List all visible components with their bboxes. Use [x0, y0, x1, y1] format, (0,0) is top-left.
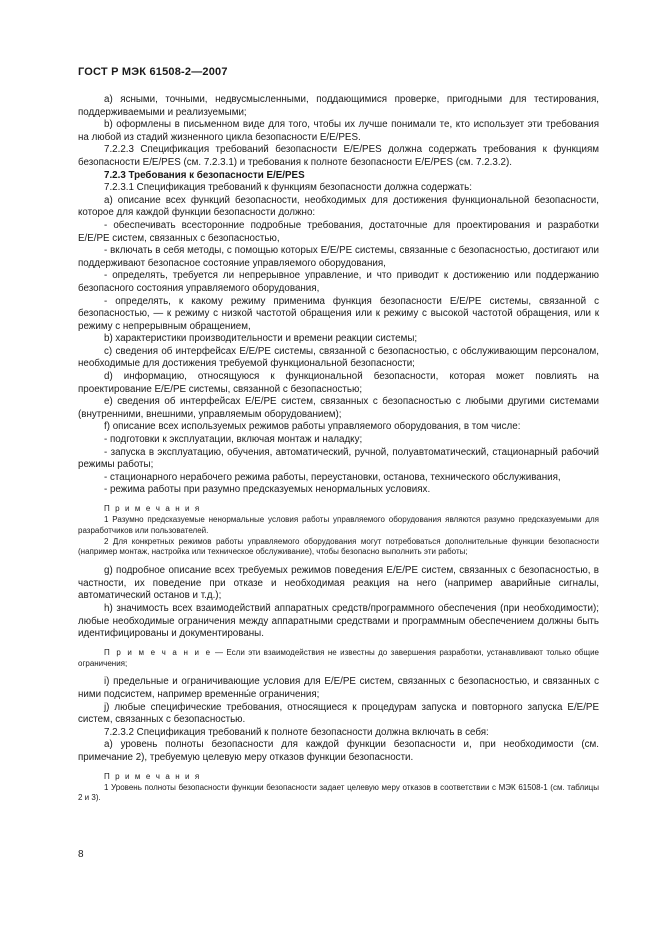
paragraph: d) информацию, относящуюся к функциональной безопасности, которая может повлиять на проектирование E/E/PE системы, связанной с безопасностью;: [78, 371, 599, 395]
note-item: 1 Разумно предсказуемые ненормальные условия работы управляемого оборудования являются разумно предсказуемыми для разработчиков или пользователей.: [78, 515, 599, 535]
paragraph: i) предельные и ограничивающие условия для E/E/PE систем, связанных с безопасностью, и связанных с ними подсистем, например временны́е ограничения;: [78, 676, 599, 700]
list-item: - обеспечивать всесторонние подробные требования, достаточные для проектирования и разработки E/E/PE систем, связанных с безопасностью,: [78, 219, 599, 244]
paragraph: 7.2.3.1 Спецификация требований к функциям безопасности должна содержать:: [104, 182, 472, 194]
list-item: - подготовки к эксплуатации, включая монтаж и наладку;: [104, 434, 363, 446]
list-item: - определять, требуется ли непрерывное управление, и что приводит к достижению или поддержанию безопасного состояния управляемого оборудования,: [78, 270, 599, 294]
spacer: [78, 669, 599, 676]
paragraph: 7.2.2.3 Спецификация требований безопасности E/E/PES должна содержать требования к функциям безопасности E/E/PES (см. 7.2.3.1) и требования к полноте безопасности E/E/PES (см. 7.2.3.2).: [78, 144, 599, 168]
section-heading: 7.2.3 Требования к безопасности E/E/PES: [104, 169, 305, 181]
paragraph: e) сведения об интерфейсах E/E/PE систем, связанных с безопасностью с любыми другими системами (внутренними, внешними, управляемым оборудованием);: [78, 396, 599, 420]
paragraph: а) описание всех функций безопасности, необходимых для достижения функциональной безопасности, которое для каждой функции безопасности должно:: [78, 194, 599, 219]
paragraph: j) любые специфические требования, относящиеся к процедурам запуска и повторного запуска E/E/PE систем, связанных с безопасностью.: [78, 701, 599, 726]
note-item: 1 Уровень полноты безопасности функции безопасности задает целевую меру отказов в соответствии с МЭК 61508-1 (см. таблицы 2 и 3).: [78, 782, 599, 803]
list-item: - включать в себя методы, с помощью которых E/E/PE системы, связанные с безопасностью, достигают или поддерживают безопасное состояние управляемого оборудования,: [78, 245, 599, 269]
list-item: - запуска в эксплуатацию, обучения, автоматический, ручной, полуавтоматический, стационарный рабочий режимы работы;: [78, 446, 599, 471]
page-content: [78, 94, 599, 804]
paragraph: c) сведения об интерфейсах E/E/PE системы, связанной с безопасностью, с обслуживающим персоналом, необходимые для достижения требуемой функциональной безопасности;: [78, 345, 599, 370]
notes-title: П р и м е ч а н и я: [104, 771, 201, 781]
notes-title: П р и м е ч а н и я: [104, 504, 201, 513]
note-block: [78, 648, 599, 670]
paragraph: b) характеристики производительности и времени реакции системы;: [104, 333, 418, 345]
list-item: - определять, к какому режиму применима функция безопасности E/E/PE системы, связанной с безопасностью, — к режиму с низкой частотой обращения или к режиму с высокой частотой обращения, или к режиму с непрерывным обращением,: [78, 295, 599, 332]
paragraph: b) оформлены в письменном виде для того, чтобы их лучше понимали те, кто использует эти требования на любой из стадий жизненного цикла безопасности E/E/PES.: [78, 119, 599, 143]
paragraph: а) уровень полноты безопасности для каждой функции безопасности и, при необходимости (см. примечание 2), требуемую целевую меру отказов функции безопасности.: [78, 739, 599, 763]
note-text: — Если эти взаимодействия не известны до завершения разработки, устанавливают только общие ограничения;: [78, 647, 599, 668]
paragraph: f) описание всех используемых режимов работы управляемого оборудования, в том числе:: [104, 421, 521, 433]
note-item: 2 Для конкретных режимов работы управляемого оборудования могут потребоваться дополнительные функции безопасности (например монтаж, настройка или техническое обслуживание), чтобы безопасно выполнить эти работы;: [78, 536, 599, 557]
paragraph: g) подробное описание всех требуемых режимов поведения E/E/PE систем, связанных с безопасностью, в частности, их поведение при отказе и необходимая реакция на него (например аварийные сигналы, автоматический останов и т.д.);: [78, 565, 599, 602]
document-header: ГОСТ Р МЭК 61508-2—2007: [78, 66, 228, 78]
list-item: - стационарного нерабочего режима работы, переустановки, останова, технического обслуживания,: [104, 471, 561, 483]
paragraph: 7.2.3.2 Спецификация требований к полноте безопасности должна включать в себя:: [104, 726, 489, 738]
page-number: 8: [78, 849, 84, 860]
list-item: - режима работы при разумно предсказуемых ненормальных условиях.: [104, 484, 431, 496]
paragraph: а) ясными, точными, недвусмысленными, поддающимися проверке, пригодными для тестирования, поддерживаемыми и реализуемыми;: [78, 94, 599, 118]
note-label: П р и м е ч а н и е: [104, 647, 212, 657]
paragraph: h) значимость всех взаимодействий аппаратных средств/программного обеспечения (при необходимости); любые необходимые ограничения между аппаратными средствами и программным обеспечением должны быть идентифицированы и документированы.: [78, 602, 599, 640]
spacer: [78, 558, 599, 565]
